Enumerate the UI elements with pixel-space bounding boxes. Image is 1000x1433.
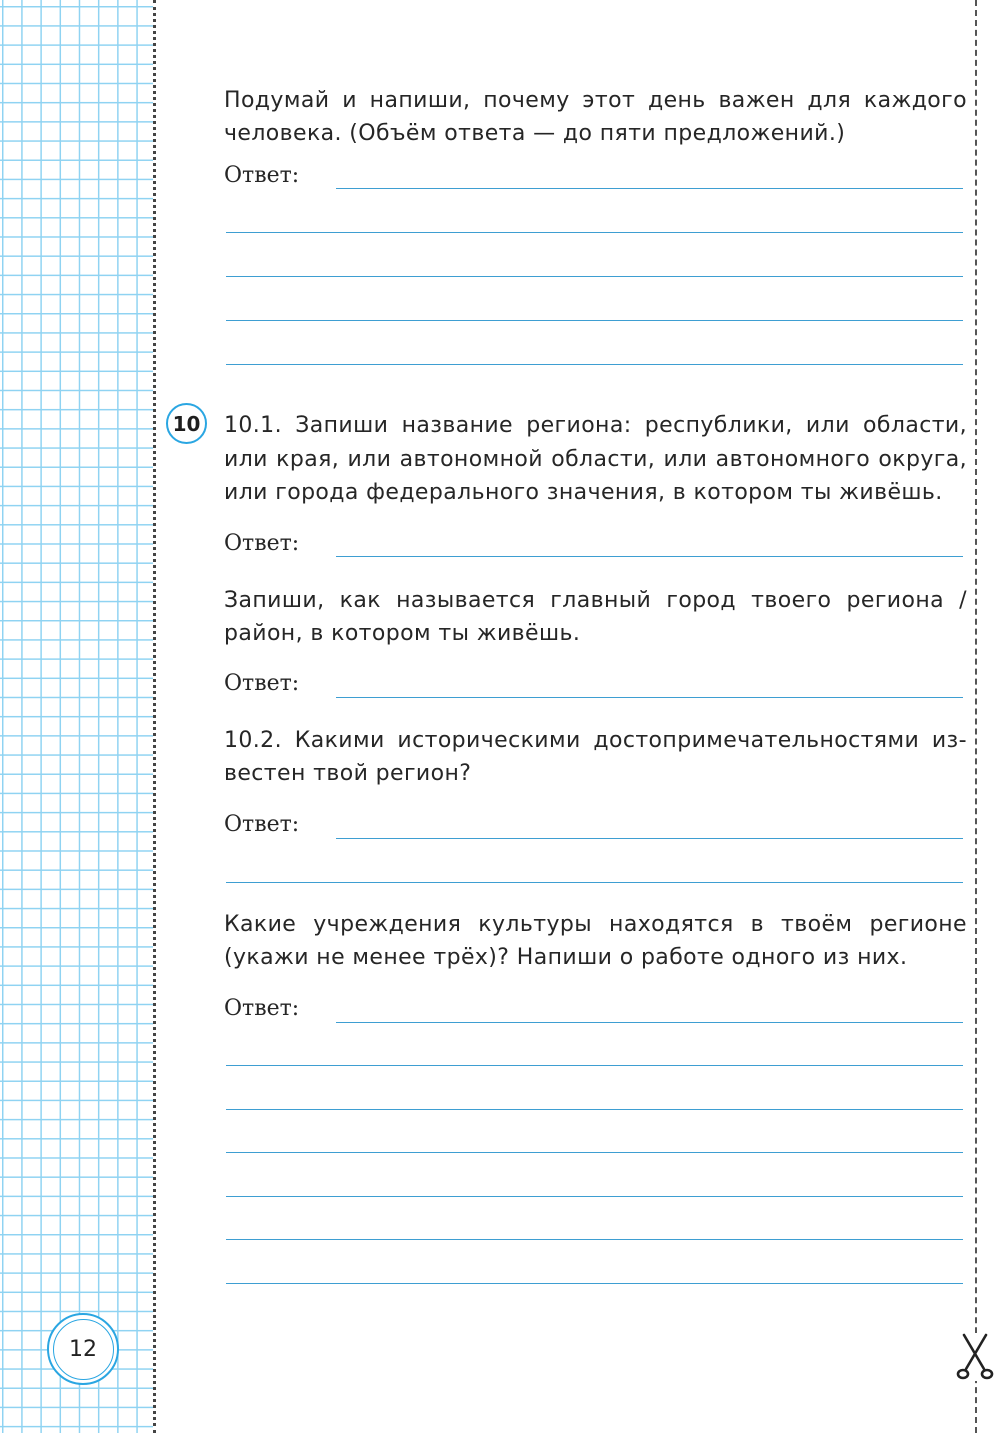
answer-label: Ответ: [224, 163, 300, 188]
scissors-icon [954, 1333, 996, 1381]
question-text-line: 10.1. Запиши название региона: республики, или области, [224, 413, 967, 438]
question-text-line: Запиши, как называется главный город твоего региона / [224, 588, 967, 613]
cut-dashed-line [975, 0, 977, 1433]
margin-dotted-line [153, 0, 156, 1433]
answer-line[interactable] [336, 188, 963, 189]
answer-line[interactable] [336, 1022, 963, 1023]
question-prompt-line: человека. (Объём ответа — до пяти предложений.) [224, 121, 846, 146]
question-text-line: район, в котором ты живёшь. [224, 621, 581, 646]
answer-line[interactable] [226, 232, 963, 233]
answer-line[interactable] [226, 1065, 963, 1066]
task-number-badge: 10 [166, 403, 207, 444]
graph-paper-margin [0, 0, 153, 1433]
answer-line[interactable] [226, 320, 963, 321]
question-text-line: или города федерального значения, в котором ты живёшь. [224, 480, 943, 505]
answer-line[interactable] [226, 364, 963, 365]
question-text-line: вестен твой регион? [224, 761, 472, 786]
answer-line[interactable] [226, 1283, 963, 1284]
answer-line[interactable] [226, 276, 963, 277]
answer-label: Ответ: [224, 671, 300, 696]
answer-line[interactable] [226, 882, 963, 883]
page-number: 12 [53, 1319, 114, 1380]
question-text-line: или края, или автономной области, или автономного округа, [224, 447, 967, 472]
question-text-line: 10.2. Какими историческими достопримечательностями из- [224, 728, 967, 753]
answer-line[interactable] [336, 556, 963, 557]
answer-label: Ответ: [224, 996, 300, 1021]
answer-label: Ответ: [224, 812, 300, 837]
answer-line[interactable] [226, 1239, 963, 1240]
question-text-line: Какие учреждения культуры находятся в твоём регионе [224, 912, 967, 937]
question-prompt-line: Подумай и напиши, почему этот день важен для каждого [224, 88, 967, 113]
question-text-line: (укажи не менее трёх)? Напиши о работе одного из них. [224, 945, 908, 970]
answer-line[interactable] [226, 1196, 963, 1197]
answer-line[interactable] [336, 697, 963, 698]
answer-label: Ответ: [224, 531, 300, 556]
page-number-badge [47, 1313, 119, 1385]
answer-line[interactable] [226, 1109, 963, 1110]
answer-line[interactable] [226, 1152, 963, 1153]
answer-line[interactable] [336, 838, 963, 839]
